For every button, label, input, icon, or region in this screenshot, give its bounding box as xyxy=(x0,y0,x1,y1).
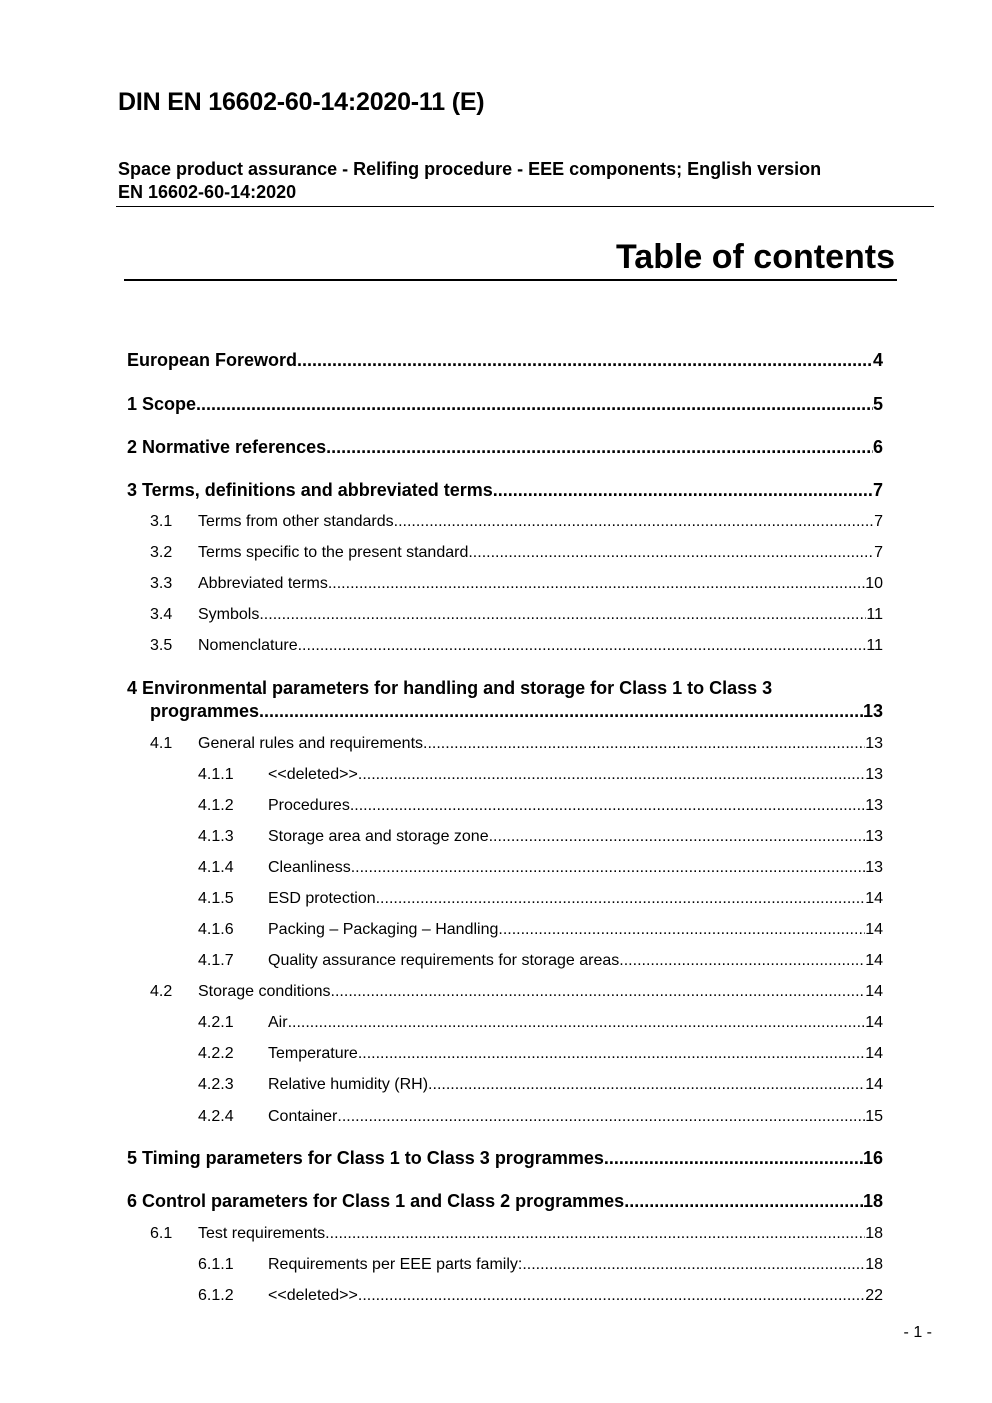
toc-entry-number: 4.1.6 xyxy=(198,921,234,938)
toc-entry-text: Air xyxy=(268,1014,288,1031)
toc-entry-text: <<deleted>> xyxy=(268,1287,358,1304)
toc-entry-3-2[interactable] xyxy=(150,544,883,562)
toc-entry-3-1[interactable] xyxy=(150,513,883,531)
toc-entry-number: 4.1.2 xyxy=(198,797,234,814)
toc-leader-dots xyxy=(259,701,863,722)
subtitle-line-1: Space product assurance - Relifing procedure - EEE components; English version xyxy=(118,159,822,179)
toc-page-number: 10 xyxy=(865,575,883,592)
toc-page-number: 6 xyxy=(872,437,883,457)
toc-entry-text: ESD protection xyxy=(268,890,376,907)
toc-entry-control-parameters[interactable] xyxy=(127,1191,883,1212)
toc-leader-dots xyxy=(297,350,873,371)
toc-page-number: 14 xyxy=(865,983,883,1000)
toc-entry-4-1-7[interactable] xyxy=(198,952,883,970)
toc-entry-3-3[interactable] xyxy=(150,575,883,593)
toc-leader-dots xyxy=(328,575,865,593)
toc-page-number: 13 xyxy=(865,859,883,876)
toc-entry-number: 4.2.2 xyxy=(198,1045,234,1062)
document-id: DIN EN 16602-60-14:2020-11 (E) xyxy=(118,88,485,116)
toc-entry-normative-references[interactable] xyxy=(127,437,883,458)
toc-entry-text: Nomenclature xyxy=(198,637,298,654)
toc-page-number: 7 xyxy=(874,513,883,530)
toc-leader-dots xyxy=(325,1225,865,1243)
document-subtitle xyxy=(118,158,821,204)
toc-page-number: 16 xyxy=(862,1148,883,1168)
toc-entry-timing-parameters[interactable] xyxy=(127,1148,883,1169)
toc-entry-number: 3.5 xyxy=(150,637,173,654)
toc-leader-dots xyxy=(358,1045,865,1063)
toc-entry-text: Symbols xyxy=(198,606,260,623)
toc-page-number: 13 xyxy=(865,797,883,814)
toc-entry-text: Storage area and storage zone xyxy=(268,828,489,845)
toc-entry-4-2[interactable] xyxy=(150,983,883,1001)
toc-page-number: 18 xyxy=(865,1225,883,1242)
toc-entry-number: 6.1.2 xyxy=(198,1287,234,1304)
toc-entry-number: 3.1 xyxy=(150,513,173,530)
toc-page-number: 13 xyxy=(865,735,883,752)
toc-entry-text: Relative humidity (RH) xyxy=(268,1076,429,1093)
toc-leader-dots xyxy=(298,637,867,655)
toc-entry-6-1-1[interactable] xyxy=(198,1256,883,1274)
toc-entry-number: 3.4 xyxy=(150,606,173,623)
toc-entry-6-1[interactable] xyxy=(150,1225,883,1243)
toc-page-number: 14 xyxy=(865,952,883,969)
toc-entry-text: General rules and requirements xyxy=(198,735,424,752)
toc-page-number: 22 xyxy=(865,1287,883,1304)
toc-leader-dots xyxy=(337,1108,865,1126)
toc-entry-number: 4.1.4 xyxy=(198,859,234,876)
toc-leader-dots xyxy=(196,394,873,415)
toc-entry-scope[interactable] xyxy=(127,394,883,415)
toc-entry-number: 4.1.5 xyxy=(198,890,234,907)
toc-leader-dots xyxy=(428,1076,865,1094)
toc-entry-number: 3.2 xyxy=(150,544,173,561)
toc-entry-text: 5 Timing parameters for Class 1 to Class 3 programmes xyxy=(127,1148,604,1168)
toc-leader-dots xyxy=(376,890,866,908)
toc-entry-4-1-3[interactable] xyxy=(198,828,883,846)
toc-leader-dots xyxy=(522,1256,865,1274)
toc-entry-text: Quality assurance requirements for storage areas xyxy=(268,952,620,969)
toc-page-number: 15 xyxy=(865,1108,883,1125)
toc-entry-number: 4.2 xyxy=(150,983,173,1000)
toc-entry-text: 2 Normative references xyxy=(127,437,327,457)
toc-entry-4-1[interactable] xyxy=(150,735,883,753)
toc-entry-number: 4.2.3 xyxy=(198,1076,234,1093)
toc-entry-text: Test requirements xyxy=(198,1225,326,1242)
toc-entry-text: 1 Scope xyxy=(127,394,197,414)
toc-leader-dots xyxy=(358,766,865,784)
toc-leader-dots xyxy=(619,952,865,970)
toc-page-number: 18 xyxy=(862,1191,883,1211)
toc-entry-text: programmes xyxy=(150,701,260,721)
toc-entry-environmental-parameters-cont[interactable] xyxy=(150,701,883,722)
toc-leader-dots xyxy=(259,606,866,624)
toc-entry-text: <<deleted>> xyxy=(268,766,358,783)
page-number: - 1 - xyxy=(903,1324,932,1341)
toc-entry-text: European Foreword xyxy=(127,350,298,370)
toc-title-underline xyxy=(124,279,897,281)
toc-leader-dots xyxy=(493,480,873,501)
toc-entry-number: 3.3 xyxy=(150,575,173,592)
toc-page-number: 18 xyxy=(865,1256,883,1273)
toc-leader-dots xyxy=(468,544,874,562)
toc-entry-4-2-3[interactable] xyxy=(198,1076,883,1094)
toc-entry-text: Terms specific to the present standard xyxy=(198,544,469,561)
toc-entry-text: Cleanliness xyxy=(268,859,351,876)
toc-entry-european-foreword[interactable] xyxy=(127,350,883,371)
toc-title: Table of contents xyxy=(616,238,895,276)
toc-entry-text: Packing – Packaging – Handling xyxy=(268,921,499,938)
toc-entry-4-1-4[interactable] xyxy=(198,859,883,877)
toc-page-number: 13 xyxy=(865,766,883,783)
toc-leader-dots xyxy=(498,921,865,939)
toc-entry-text: Storage conditions xyxy=(198,983,331,1000)
toc-entry-text: Temperature xyxy=(268,1045,358,1062)
toc-entry-environmental-parameters[interactable]: 4 Environmental parameters for handling and storage for Class 1 to Class 3 xyxy=(127,678,773,698)
toc-entry-number: 4.1 xyxy=(150,735,173,752)
toc-page-number: 13 xyxy=(862,701,883,721)
toc-entry-terms-definitions[interactable] xyxy=(127,480,883,501)
toc-leader-dots xyxy=(604,1148,863,1169)
toc-entry-4-1-2[interactable] xyxy=(198,797,883,815)
toc-entry-number: 4.1.7 xyxy=(198,952,234,969)
toc-leader-dots xyxy=(358,1287,865,1305)
toc-page-number: 14 xyxy=(865,1014,883,1031)
toc-entry-number: 4.2.1 xyxy=(198,1014,234,1031)
subtitle-line-2: EN 16602-60-14:2020 xyxy=(118,182,297,202)
header-divider xyxy=(116,206,934,207)
toc-page-number: 14 xyxy=(865,1076,883,1093)
toc-page-number: 14 xyxy=(865,921,883,938)
toc-page-number: 14 xyxy=(865,1045,883,1062)
toc-entry-text: 3 Terms, definitions and abbreviated terms xyxy=(127,480,493,500)
toc-leader-dots xyxy=(326,437,873,458)
toc-entry-text: Requirements per EEE parts family: xyxy=(268,1256,523,1273)
toc-leader-dots xyxy=(350,797,865,815)
toc-page-number: 11 xyxy=(866,606,883,623)
toc-entry-4-2-1[interactable] xyxy=(198,1014,883,1032)
toc-page-number: 7 xyxy=(874,544,883,561)
toc-page-number: 13 xyxy=(865,828,883,845)
toc-entry-text: Container xyxy=(268,1108,338,1125)
toc-entry-number: 4.2.4 xyxy=(198,1108,234,1125)
toc-entry-text: Procedures xyxy=(268,797,350,814)
toc-leader-dots xyxy=(423,735,865,753)
toc-entry-3-4[interactable] xyxy=(150,606,883,624)
toc-page-number: 5 xyxy=(872,394,883,414)
toc-page-number: 7 xyxy=(872,480,883,500)
toc-entry-number: 4.1.3 xyxy=(198,828,234,845)
toc-entry-text: Terms from other standards xyxy=(198,513,394,530)
toc-entry-4-1-6[interactable] xyxy=(198,921,883,939)
toc-leader-dots xyxy=(394,513,874,531)
toc-entry-text: 6 Control parameters for Class 1 and Class 2 programmes xyxy=(127,1191,625,1211)
toc-page-number: 11 xyxy=(866,637,883,654)
toc-entry-4-1-5[interactable] xyxy=(198,890,883,908)
toc-entry-number: 6.1 xyxy=(150,1225,173,1242)
toc-entry-6-1-2[interactable] xyxy=(198,1287,883,1305)
toc-leader-dots xyxy=(489,828,866,846)
toc-entry-3-5[interactable] xyxy=(150,637,883,655)
toc-page-number: 4 xyxy=(872,350,883,370)
toc-entry-number: 4.1.1 xyxy=(198,766,234,783)
toc-entry-4-2-2[interactable] xyxy=(198,1045,883,1063)
toc-leader-dots xyxy=(331,983,866,1001)
toc-entry-4-1-1[interactable] xyxy=(198,766,883,784)
toc-page-number: 14 xyxy=(865,890,883,907)
toc-entry-text: Abbreviated terms xyxy=(198,575,328,592)
toc-leader-dots xyxy=(288,1014,866,1032)
toc-entry-4-2-4[interactable] xyxy=(198,1108,883,1126)
toc-entry-number: 6.1.1 xyxy=(198,1256,234,1273)
toc-leader-dots xyxy=(351,859,865,877)
toc-leader-dots xyxy=(624,1191,863,1212)
